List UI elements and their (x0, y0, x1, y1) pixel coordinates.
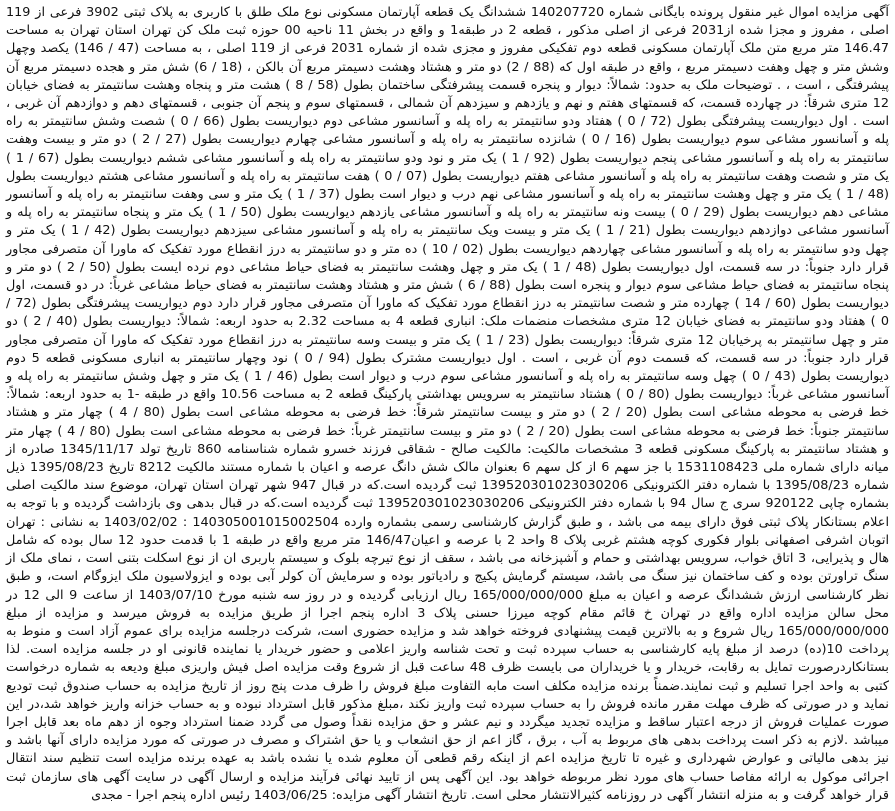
publish-date-label: تاریخ انتشار آگهی مزایده: (331, 787, 467, 803)
signature: رئیس اداره پنجم اجرا - مجدی (91, 787, 250, 803)
publish-date: 1403/06/25 (253, 787, 328, 803)
notice-footer (91, 788, 467, 803)
notice-body: آگهی مزایده اموال غیر منقول پرونده بایگانی شماره 140207720 ششدانگ یک قطعه آپارتمان مسکونی نوع ملک طلق با کاربری به پلاک ثبتی 3902 فرعی از 119 اصلی ، مفروز و مجزا شده از2031 فرعی از اصلی مذکور ، قطعه 2 در طبقه1 و واقع در بخش 11 ناحیه 00 حوزه ثبت ملک کن تهران استان تهران به مساحت 146.47 متر مربع متن ملک آپارتمان مسکونی قطعه دوم تفکیکی مفروز و مجزی شده از شماره 2031 فرعی از 119 اصلی ، به مساحت (47 / 146) یکصد وچهل وشش متر و چهل وهفت دسیمتر مربع ، واقع در طبقه اول که (88 / 2) دو متر و هشتاد وهشت دسیمتر مربع آن بالکن ، (18 / 6) شش متر و هجده دسیمتر مربع آن پیشرفتگی ، است ، . توضیحات ملک به حدود: شمالاً: دیوار و پنجره قسمت پیشرفتگی ساختمان بطول (58 / 8 ) هشت متر و پنجاه وهشت سانتیمتر به فضای خیابان 12 متری شرقاً: در چهارده قسمت، که قسمتهای هفتم و نهم و یازدهم و سیزدهم آن شمالی ، قسمتهای سوم و پنجم آن جنوبی ، قسمتهای دهم و دوازدهم آن غربی ، است . اول دیواریست پیشرفتگی بطول (72 / 0 ) هفتاد ودو سانتیمتر به راه پله و آسانسور مشاعی دوم دیواریست بطول (66 / 0 ) شصت وشش سانتیمتر به راه پله و آسانسور مشاعی سوم دیواریست بطول (16 / 0 ) شانزده سانتیمتر به راه پله و آسانسور مشاعی چهارم دیواریست بطول (27 / 2 ) دو متر و بیست وهفت سانتیمتر به راه پله و آسانسور مشاعی پنجم دیواریست بطول (92 / 1 ) یک متر و نود ودو سانتیمتر به راه پله و آسانسور مشاعی ششم دیواریست بطول (67 / 1 ) یک متر و شصت وهفت سانتیمتر به راه پله و آسانسور مشاعی هفتم دیواریست بطول (07 / 0 ) هفت سانتیمتر به راه پله و آسانسور مشاعی هشتم دیواریست بطول (48 / 1 ) یک متر و چهل وهشت سانتیمتر به راه پله و آسانسور مشاعی نهم درب و دیوار است بطول (37 / 1 ) یک متر و سی وهفت سانتیمتر به راه پله و آسانسور مشاعی دهم دیواریست بطول (29 / 0 ) بیست ونه سانتیمتر به راه پله و آسانسور مشاعی یازدهم دیواریست بطول (50 / 1 ) یک متر و پنجاه سانتیمتر به راه پله و آسانسور مشاعی دوازدهم دیواریست بطول (21 / 1 ) یک متر و بیست ویک سانتیمتر به راه پله و آسانسور مشاعی سیزدهم دیواریست بطول (42 / 1 ) یک متر و چهل ودو سانتیمتر به راه پله و آسانسور مشاعی چهاردهم دیواریست بطول (02 / 10 ) ده متر و دو سانتیمتر به درز انقطاع مورد تفکیک که ماورا آن متصرفی مجاور قرار دارد جنوباً: در سه قسمت، اول دیواریست بطول (48 / 1 ) یک متر و چهل وهشت سانتیمتر به فضای حیاط مشاعی دوم نرده ایست بطول (50 / 2 ) دو متر و پنجاه سانتیمتر به فضای حیاط مشاعی سوم دیوار و پنجره است بطول (88 / 6 ) شش متر و هشتاد وهشت سانتیمتر به فضای حیاط مشاعی غرباً: در دو قسمت، اول دیواریست بطول (60 / 14 ) چهارده متر و شصت سانتیمتر به درز انقطاع مورد تفکیک که ماورا آن متصرفی مجاور قرار دارد دوم دیواریست پیشرفتگی بطول (72 / 0 ) هفتاد ودو سانتیمتر به فضای خیابان 12 متری مشخصات منضمات ملک: انباری قطعه 4 به مساحت 2.32 به حدود اربعه: شمالاً: دیواریست بطول (40 / 2 ) دو متر و چهل سانتیمتر به پرخیابان 12 متری شرقاً: دیواریست بطول (23 / 1 ) یک متر و بیست وسه سانتیمتر به درز انقطاع مورد تفکیک که ماورا آن متصرفی مجاور قرار دارد جنوباً: در سه قسمت، که قسمت دوم آن غربی ، است . اول دیواریست مشترک بطول (94 / 0 ) نود وچهار سانتیمتر به انباری مسکونی قطعه 5 دوم دیواریست بطول (43 / 0 ) چهل وسه سانتیمتر به راه پله و آسانسور مشاعی سوم درب و دیوار است بطول (46 / 1 ) یک متر و چهل وشش سانتیمتر به راه پله و آسانسور مشاعی غرباً: دیواریست بطول (80 / 0 ) هشتاد سانتیمتر به سرویس بهداشتی پارکینگ قطعه 2 به مساحت 10.56 واقع در طبقه -1 به حدود اربعه: شمالاً: خط فرضی به محوطه مشاعی است بطول (20 / 2 ) دو متر و بیست سانتیمتر شرقاً: خط فرضی به محوطه مشاعی است بطول (80 / 4 ) چهار متر و هشتاد سانتیمتر جنوباً: خط فرضی به محوطه مشاعی است بطول (20 / 2 ) دو متر و بیست سانتیمتر غرباً: خط فرضی به محوطه مشاعی است بطول (80 / 4 ) چهار متر و هشتاد سانتیمتر به پارکینگ مسکونی قطعه 3 مشخصات مالکیت: مالکیت صالح - شقاقی فرزند خسرو شماره شناسنامه 860 تاریخ تولد 1345/11/17 صادره از میانه دارای شماره ملی 1531108423 با جز سهم 6 از کل سهم 6 بعنوان مالک شش دانگ عرصه و اعیان با شماره مستند مالکیت 8212 تاریخ 1395/08/23 ذیل شماره 1395/08/23 با شماره دفتر الکترونیکی 139520301023030206 ثبت گردیده است.که در قبال 947 شهر تهران استان تهران، موضوع سند مالکیت اصلی بشماره چاپی 920122 سری ج سال 94 با شماره دفتر الکترونیکی 139520301023030206 ثبت گردیده است.که در قبال بدهی وی بازداشت گردیده و با توجه به اعلام بستانکار پلاک ثبتی فوق دارای بیمه می باشد ، و طبق گزارش کارشناسی رسمی بشماره وارده 140305001015002504 : 1403/02/02 به نشانی : تهران اتوبان اشرفی اصفهانی بلوار فکوری کوچه هشتم غربی پلاک 8 واحد 2 با عرصه و اعیان146/47 متر مربع واقع در طبقه 1 با قدمت حدود 12 سال بوده که شامل هال و پذیرایی، 3 اتاق خواب، سرویس بهداشتی و حمام و آشپزخانه می باشد ، سقف از نوع تیرچه بلوک و سیستم باربری ان از نوع اسکلت بتنی است ، نمای ملک از سنگ تراورتن بوده و کف ساختمان نیز سنگ می باشد، سیستم گرمایش پکیج و رادیاتور بوده و سرمایش آن کولر آبی بوده و ایزولاسیون ملک ایزوگام است، و طبق نظر کارشناسی ارزش ششدانگ عرصه و اعیان به مبلغ 165/000/000/000 ریال ارزیابی گردیده و در روز سه شنبه مورخ 1403/07/10 از ساعت 9 الی 12 در محل سالن مزایده اداره واقع در تهران خ قائم مقام کوچه میرزا حسنی پلاک 3 اداره پنجم اجرا از طریق مزایده به فروش میرسد و مزایده از مبلغ 165/000/000/000 ریال شروع و به بالاترین قیمت پیشنهادی فروخته خواهد شد و مزایده حضوری است، شرکت درجلسه مزایده برای عموم آزاد است و منوط به پرداخت 10(ده) درصد از مبلغ پایه کارشناسی به حساب سپرده ثبت و تحت شناسه واریز اعلامی و حضور خریدار یا نماینده قانونی او در جلسه مزایده است. لذا بستانکاردرصورت تمایل به رقابت، خریدار و یا خریداران می بایست ظرف 48 ساعت قبل از شروع وقت مزایده اصل فیش واریزی مبلغ ودیعه به شماره درخواست کتبی به واحد اجرا تسلیم و ثبت نمایند.ضمناً برنده مزایده مکلف است مابه التفاوت مبلغ فروش را ظرف مدت پنج روز از تاریخ مزایده به حساب صندوق ثبت تودیع نماید و در صورتی که ظرف مهلت مقرر مانده فروش را به حساب سپرده ثبت واریز نکند ،مبلغ مذکور قابل استرداد نبوده و به حساب خزانه واریز خواهد شد،در این صورت عملیات فروش از درجه اعتبار ساقط و مزایده تجدید میگردد و نیم عشر و حق مزایده نقداً وصول می گردد ضمنا استرداد وجوه از دهم ماه بعد قابل اجرا میباشد .لازم به ذکر است پرداخت بدهی های مربوط به آب ، برق ، گاز اعم از حق انشعاب و یا حق اشتراک و مصرف در صورتی که مورد مزایده دارای آنها باشد و نیز بدهی مالیاتی و عوارض شهرداری و غیره تا تاریخ مزایده اعم از اینکه رقم قطعی آن معلوم شده یا نشده باشد به عهده برنده مزایده است تنظیم سند انتقال اجرائی موکول به ارائه مفاصا حساب های مورد نظر مربوطه خواهد بود. این آگهی پس از تایید نهائی فرآیند مزایده و ارسال آگهی در سایت آگهی های سازمان ثبت قرار خواهد گرفت و به منزله انتشار آگهی در روزنامه کثیرالانتشار محلی است. (6, 5, 890, 803)
